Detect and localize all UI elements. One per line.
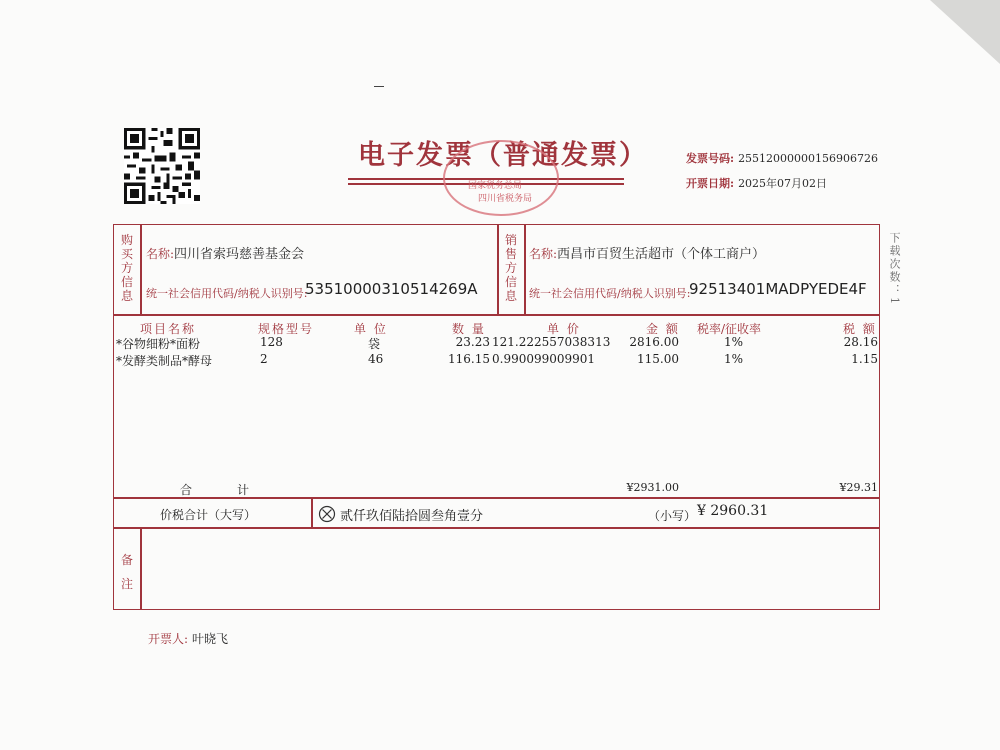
column-header: 税 额: [843, 322, 877, 336]
grand-total-words: 贰仟玖佰陆拾圆叁角壹分: [340, 509, 484, 524]
seal-text: 四川省税务局: [478, 194, 533, 204]
invoice-number: 25512000000156906726: [738, 152, 879, 165]
qr-code: [124, 128, 200, 204]
item-unit: 袋: [368, 337, 381, 351]
buyer-name-row: [146, 243, 304, 262]
item-quantity: 116.15: [448, 352, 490, 366]
item-unit: 46: [368, 352, 384, 366]
item-tax: 1.15: [851, 352, 878, 366]
grand-total-label: 价税合计（大写）: [160, 508, 257, 522]
drawer-row: [148, 630, 228, 647]
buyer-name-label: 名称:: [146, 247, 175, 261]
divider: [140, 527, 142, 610]
seller-name: 西昌市百贸生活超市（个体工商户）: [557, 247, 766, 262]
column-header: 金 额: [646, 322, 680, 336]
invoice-title: 电子发票（普通发票）: [358, 140, 648, 171]
divider: [113, 314, 880, 316]
invoice-number-label: 发票号码:: [686, 152, 735, 165]
divider: [113, 497, 880, 499]
drawer-label: 开票人:: [148, 632, 189, 646]
item-tax-rate: 1%: [724, 335, 744, 349]
column-header: 规格型号: [258, 322, 315, 336]
seller-tax-id: 92513401MADPYEDE4F: [689, 280, 867, 298]
total-label: 计: [237, 483, 250, 497]
item-amount: 115.00: [637, 352, 679, 366]
item-name: *发酵类制品*酵母: [116, 354, 213, 368]
buyer-section-label: 购买方信息: [120, 233, 133, 303]
total-label: 合: [180, 483, 193, 497]
download-count-note: 下载次数：1: [888, 232, 901, 306]
column-header: 单 价: [547, 322, 581, 336]
invoice-date: 2025年07月02日: [738, 177, 828, 190]
column-header: 税率/征收率: [697, 322, 762, 336]
buyer-name: 四川省索玛慈善基金会: [174, 247, 305, 262]
total-tax: ¥29.31: [839, 481, 878, 494]
seller-id-label: 统一社会信用代码/纳税人识别号:: [529, 287, 691, 300]
item-tax-rate: 1%: [724, 352, 744, 366]
folded-corner: [930, 0, 1000, 64]
cancel-x-icon: [318, 505, 336, 523]
buyer-tax-id: 53510000310514269A: [305, 280, 478, 298]
seller-name-row: [529, 243, 765, 262]
item-quantity: 23.23: [455, 335, 490, 349]
item-unit-price: 0.990099009901: [492, 352, 596, 366]
item-amount: 2816.00: [629, 335, 679, 349]
drawer-name: 叶晓飞: [192, 632, 229, 646]
seller-section-label: 销售方信息: [504, 233, 517, 303]
invoice-number-row: [686, 150, 878, 166]
item-name: *谷物细粉*面粉: [116, 337, 201, 351]
invoice-date-row: [686, 175, 827, 191]
seal-text: 国家税务总局: [468, 181, 523, 191]
column-header: 单 位: [354, 322, 388, 336]
column-header: 项目名称: [140, 322, 197, 336]
scan-mark: [374, 86, 384, 87]
seller-name-label: 名称:: [529, 247, 558, 261]
divider: [140, 224, 142, 314]
divider: [113, 527, 880, 529]
small-total-label: （小写）: [648, 509, 697, 523]
total-amount: ¥2931.00: [626, 481, 679, 494]
item-unit-price: 121.222557038313: [492, 335, 611, 349]
invoice-date-label: 开票日期:: [686, 177, 735, 190]
column-header: 数 量: [452, 322, 486, 336]
item-spec: 2: [260, 352, 268, 366]
divider: [311, 497, 313, 527]
remarks-label: 备注: [120, 553, 133, 591]
item-tax: 28.16: [843, 335, 878, 349]
grand-total-amount: ¥ 2960.31: [697, 503, 769, 519]
item-spec: 128: [260, 335, 283, 349]
buyer-id-label: 统一社会信用代码/纳税人识别号:: [146, 287, 308, 300]
divider: [497, 224, 499, 314]
divider: [524, 224, 526, 314]
